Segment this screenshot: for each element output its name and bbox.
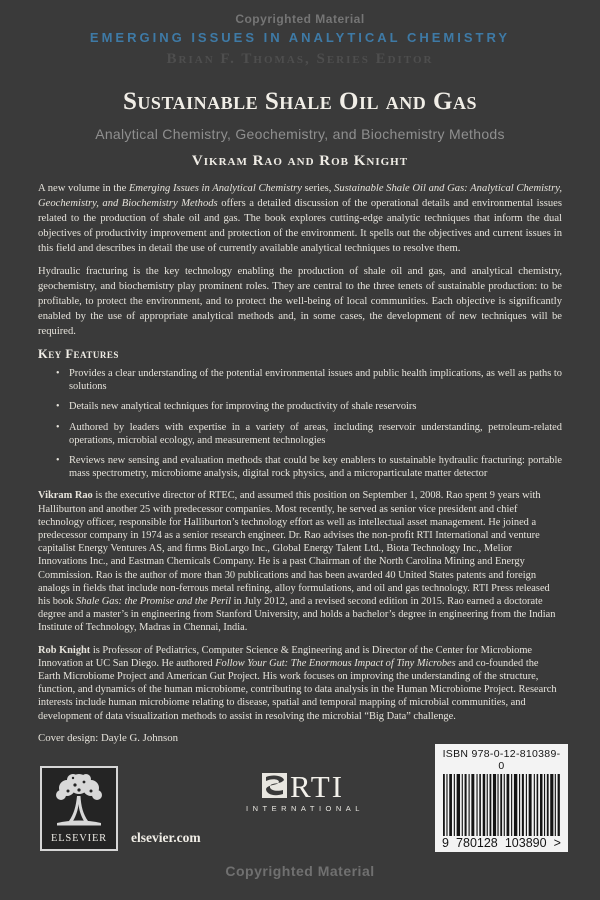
barcode-digit-lead: 9: [442, 836, 449, 850]
book-name-italic: Follow Your Gut: The Enormous Impact of Tiny Microbes: [215, 657, 456, 669]
cover-design-credit: Cover design: Dayle G. Johnson: [38, 731, 179, 744]
author-name-bold: Rob Knight: [38, 644, 91, 656]
series-title: EMERGING ISSUES IN ANALYTICAL CHEMISTRY: [89, 30, 511, 45]
key-feature-item: • Details new analytical techniques for improving the productivity of shale reservoirs: [56, 400, 562, 413]
elsevier-wordmark: ELSEVIER: [51, 833, 107, 844]
copyright-watermark-top: Copyrighted Material: [235, 12, 365, 26]
book-subtitle: Analytical Chemistry, Geochemistry, and Biochemistry Methods: [95, 126, 505, 142]
barcode-digits: [441, 836, 562, 850]
barcode-digit-group: 103890: [504, 836, 547, 850]
barcode-bars: [441, 774, 562, 836]
author-bio-vikram-rao: [38, 489, 562, 634]
key-features-list: [38, 367, 562, 480]
series-editor: Brian F. Thomas, Series Editor: [166, 51, 434, 67]
text-run: A new volume in the: [38, 183, 129, 194]
key-feature-item: • Reviews new sensing and evaluation methods that could be key enablers to sustainable hydraulic fracturing: portable mass spectrometry, microbiome analysis, digital rock physics, and a microparticulate matter detector: [56, 454, 562, 480]
key-features-heading: Key Features: [38, 347, 119, 361]
book-name-italic: Shale Gas: the Promise and the Peril: [76, 596, 231, 608]
rti-international-label: INTERNATIONAL: [246, 804, 364, 813]
rti-logo: [246, 769, 364, 813]
rti-swirl-icon: [262, 772, 288, 798]
series-name-italic: Emerging Issues in Analytical Chemistry: [128, 183, 302, 194]
text-run: is Professor of Pediatrics, Computer Science & Engineering and is Director of the Center for Microbiome Innovation at UC San Diego. He authored: [38, 644, 533, 669]
isbn-number: ISBN 978-0-12-810389-0: [442, 748, 561, 772]
text-run: in July 2012, and a revised second edition in 2015. Rao earned a doctorate degree and a master’s in engineering from Stanford University, and holds a bachelor’s degree in engineering from the Indian Institute of Technology, Madras in Chennai, India.: [38, 596, 556, 634]
elsevier-logo-box: [40, 766, 118, 851]
barcode-digit-group: 780128: [456, 836, 498, 850]
isbn-barcode: [435, 744, 568, 852]
rti-wordmark: RTI: [289, 769, 345, 804]
copyright-watermark-bottom: Copyrighted Material: [225, 863, 375, 879]
intro-paragraph-1: [38, 181, 562, 256]
barcode-arrow: >: [553, 836, 561, 850]
author-bio-rob-knight: [38, 644, 562, 723]
text-run: is the executive director of RTEC, and assumed this position on September 1, 2008. Rao spent 9 years with Halliburton and another 25 with predecessor companies. Most recently, he served as senior vice president and chief technology officer, responsible for Halliburton’s technology effort as well as intellectual asset management. He joined a predecessor company in 1974 as a senior research engineer. Dr. Rao advises the non-profit RTI International and venture capitalist Energy Ventures AS, and firms BioLargo Inc., Global Energy Talent Ltd., Biota Technology Inc., Melior Innovations Inc., and Eastman Chemicals Company. He is a past Chairman of the North Carolina Mining and Energy Commission. Rao is the author of more than 30 publications and has been awarded 40 United States patents and foreign analogs in fields that include non-ferrous metal refining, alloy formulations, and oil and gas technology. RTI Press released his book: [38, 490, 550, 608]
back-cover-text-column: [38, 181, 562, 744]
book-name-italic: Sustainable Shale Oil and Gas: Analytical Chemistry, Geochemistry, and Biochemistry Methods: [38, 183, 562, 209]
elsevier-url: elsevier.com: [131, 830, 201, 845]
intro-paragraph-2: Hydraulic fracturing is the key technology enabling the production of shale oil and gas, and analytical chemistry, geochemistry, and biochemistry play prominent roles. They are central to the three tenets of sustainable production: to be profitable, to protect the environment, and to protect the well-being of local communities. Each objective is significantly enabled by the use of appropriate analytical methods and, in some cases, the development of new techniques will be required.: [38, 266, 562, 337]
elsevier-tree-icon: [42, 771, 116, 829]
text-run: offers a detailed discussion of the operational details and environmental issues related to the production of shale oil and gas. The book explores cutting-edge analytic techniques that inform the dual objectives of productivity improvement and protection of the environment. It spells out the objectives and current issues in this field and describes in detail the use of currently available analytical techniques to resolve them.: [38, 198, 562, 254]
text-run: and co-founded the Earth Microbiome Project and American Gut Project. His work focuses on improving the understanding of the structure, function, and dynamics of the human microbiome, contributing to data analysis in the Human Microbiome Project. Research interests include human microbiome relating to disease, spatial and temporal mapping of microbial communities, and development of data visualization methods to assist in resolving the microbial “Big Data” challenge.: [38, 657, 557, 722]
key-feature-item: • Authored by leaders with expertise in a variety of areas, including reservoir understanding, petroleum-related operations, microbial ecology, and measurement technologies: [56, 421, 562, 447]
book-authors: Vikram Rao and Rob Knight: [191, 153, 409, 169]
author-name-bold: Vikram Rao: [38, 490, 93, 502]
text-run: series,: [302, 183, 335, 194]
book-title: Sustainable Shale Oil and Gas: [123, 88, 477, 115]
key-feature-item: • Provides a clear understanding of the potential environmental issues and public health implications, as well as paths to solutions: [56, 367, 562, 393]
